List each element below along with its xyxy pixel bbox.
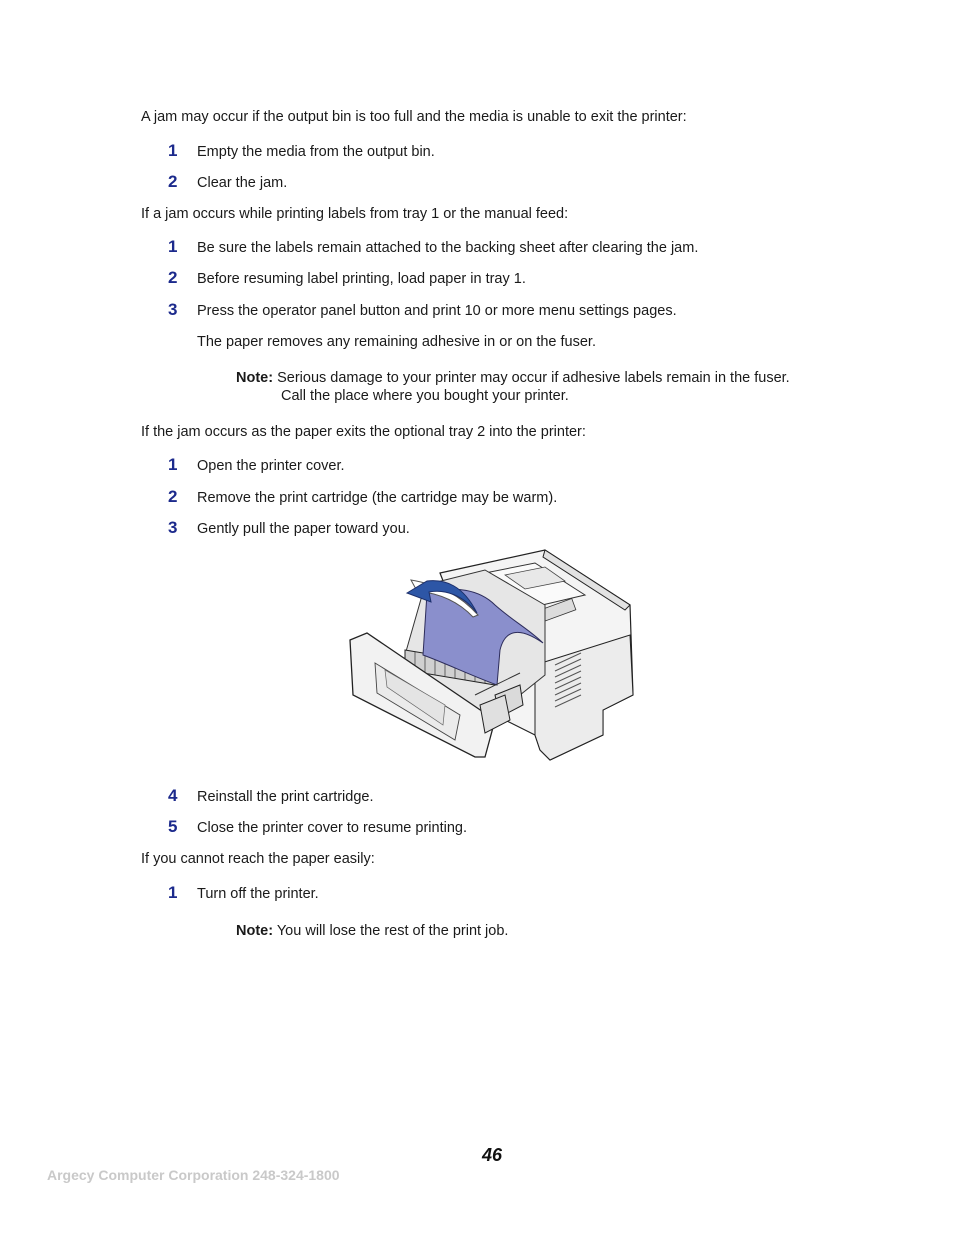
printer-paper-jam-illustration [345,545,640,767]
step-number: 3 [168,300,178,319]
step-text: Press the operator panel button and print 10 or more menu settings pages. [197,303,677,319]
step-text: Open the printer cover. [197,458,345,474]
step-text: Close the printer cover to resume printing. [197,820,467,836]
step-number: 1 [168,141,178,160]
step-number: 5 [168,817,178,836]
step-number: 2 [168,268,178,287]
note-label: Note: [236,370,274,386]
step-number: 2 [168,172,178,191]
note-adhesive [236,369,790,387]
step-number: 4 [168,786,178,805]
step-text: Gently pull the paper toward you. [197,521,410,537]
step-text: Clear the jam. [197,175,288,191]
step-number: 1 [168,883,178,902]
note-text-continued: Call the place where you bought your printer. [281,388,569,404]
note-label: Note: [236,923,274,939]
step-number: 3 [168,518,178,537]
note-text: You will lose the rest of the print job. [276,923,509,939]
step-text: Empty the media from the output bin. [197,144,435,160]
step-text: Remove the print cartridge (the cartridge may be warm). [197,490,558,506]
step-number: 1 [168,455,178,474]
step-text: Be sure the labels remain attached to the backing sheet after clearing the jam. [197,240,699,256]
intro-cannot-reach: If you cannot reach the paper easily: [141,851,375,867]
footer-company: Argecy Computer Corporation 248-324-1800 [47,1167,340,1183]
intro-tray2: If the jam occurs as the paper exits the optional tray 2 into the printer: [141,424,586,440]
step-text: Before resuming label printing, load paper in tray 1. [197,271,526,287]
step-number: 2 [168,487,178,506]
step-text: Reinstall the print cartridge. [197,789,374,805]
step-followup: The paper removes any remaining adhesive in or on the fuser. [197,334,596,350]
step-number: 1 [168,237,178,256]
page-number: 46 [482,1145,503,1165]
step-text: Turn off the printer. [197,886,319,902]
note-text: Serious damage to your printer may occur if adhesive labels remain in the fuser. [277,370,790,386]
note-print-job [236,922,508,940]
intro-labels: If a jam occurs while printing labels from tray 1 or the manual feed: [141,206,569,222]
intro-output-bin: A jam may occur if the output bin is too full and the media is unable to exit the printer: [141,109,687,125]
